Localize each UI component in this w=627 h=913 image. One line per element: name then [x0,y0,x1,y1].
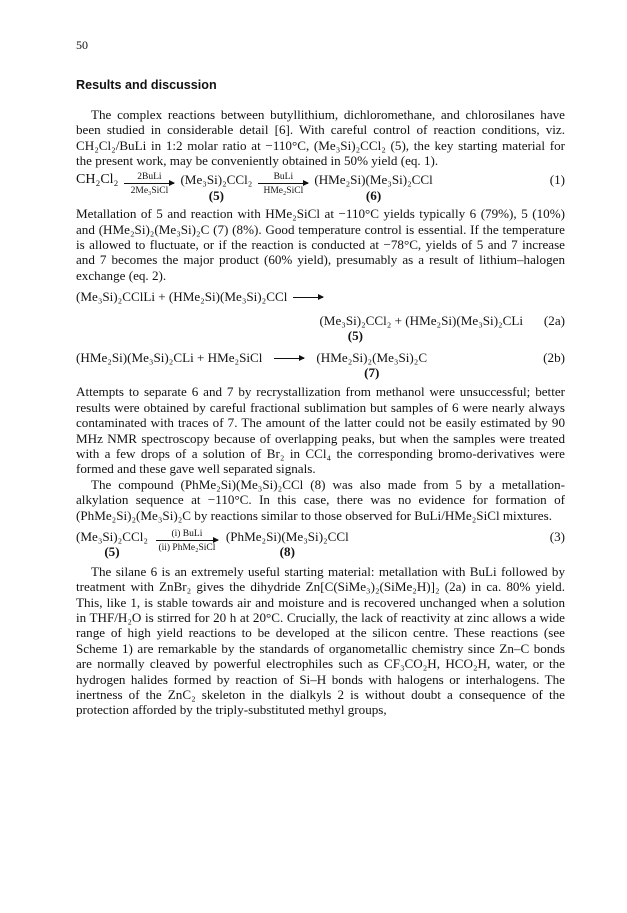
eq3-reactant-formula: (Me₃Si)₂CCl₂ [76,528,148,544]
eq1-arrow-1-top: 2BuLi [137,172,162,183]
eq2b-product [316,350,427,381]
paragraph-phenyl-compound: The compound (PhMe₂Si)(Me₃Si)₂CCl (8) was also made from 5 by a metallation-alkylation sequence at −110°C. In this case, there was no evidence for formation of (PhMe₂Si)₂(Me₃Si)₂C by reactions similar to those observed for BuLi/HMe₂SiCl mixtures. [76,476,565,523]
paragraph-separation: Attempts to separate 6 and 7 by recrystallization from methanol were unsuccessful; better results were obtained by careful fractional sublimation but samples of 6 were nearly always contaminated with traces of 7. The amount of the latter could not be easily estimated by 90 MHz NMR spectroscopy because of overlapping peaks, but when the samples were treated with a few drops of a solution of Br₂ in CCl₄ the corresponding bromo-derivatives were formed and these gave well separated signals. [76,384,565,477]
eq1-reactant: CH₂Cl₂ [76,172,119,188]
eq3-product-label: (8) [279,544,295,560]
eq2b-arrow [274,357,304,361]
eq1-arrow-1 [124,172,174,196]
eq1-arrow-2-top: BuLi [273,172,294,183]
paragraph-metallation: Metallation of 5 and reaction with HMe₂SiCl at −110°C yields typically 6 (79%), 5 (10%) and (HMe₂Si)₂(Me₃Si)₂C (7) (8%). Good temperature control is essential. If the temperature is allowed to fluctuate, or if the reaction is conducted at −78°C, yields of 5 and 7 increase and 7 becomes the major product (60% yield), presumably as a result of lithium–halogen exchange (eq. 2). [76,206,565,283]
eq3-product-formula: (PhMe₂Si)(Me₃Si)₂CCl [225,528,349,544]
eq1-arrow-2 [258,172,308,196]
eq3-arrow-top: (i) BuLi [171,528,203,539]
eq1-number: (1) [549,172,565,188]
eq2a-product-1-formula: (Me₃Si)₂CCl₂ [319,312,392,328]
eq2-arrow [293,296,323,300]
equation-3 [76,529,565,560]
eq3-arrow-bottom: (ii) PhMe₂SiCl [158,542,216,553]
equation-2-line-1 [76,289,565,304]
eq1-arrow-2-bottom: HMe₂SiCl [263,186,304,197]
section-heading: Results and discussion [76,78,217,93]
eq2a-number: (2a) [543,312,565,328]
eq1-intermediate-formula: (Me₃Si)₂CCl₂ [180,172,253,188]
eq1-intermediate-label: (5) [208,187,225,203]
eq1-product-label: (6) [365,187,382,203]
equation-2b [76,350,565,381]
eq2a-product-2: + (HMe₂Si)(Me₃Si)₂CLi [391,312,523,328]
eq3-number: (3) [549,528,565,544]
eq1-product [314,172,432,203]
eq2-line1-formula: (Me₃Si)₂CClLi + (HMe₂Si)(Me₃Si)₂CCl [76,289,288,305]
eq2b-product-label: (7) [364,364,380,380]
eq2b-number: (2b) [543,349,565,365]
page-number: 50 [76,38,88,52]
eq1-intermediate [180,172,252,203]
equation-2a [76,313,565,344]
eq3-arrow [156,529,218,553]
eq2a-product-1 [319,313,391,344]
paragraph-intro: The complex reactions between butyllithium, dichloromethane, and chlorosilanes have been studied in considerable detail [6]. With careful control of reaction conditions, viz. CH₂Cl₂/BuLi in 1:2 molar ratio at −110°C, (Me₃Si)₂CCl₂ (5), the key starting material for the present work, may be conveniently obtained in 50% yield (eq. 1). [76,106,565,169]
eq3-reactant [76,529,148,560]
equation-1 [76,172,565,203]
eq3-product [226,529,349,560]
eq2b-product-formula: (HMe₂Si)₂(Me₃Si)₂C [316,349,428,365]
eq1-product-formula: (HMe₂Si)(Me₃Si)₂CCl [314,172,433,188]
eq3-reactant-label: (5) [104,544,120,560]
eq2a-product-1-label: (5) [347,328,364,344]
eq2b-left: (HMe₂Si)(Me₃Si)₂CLi + HMe₂SiCl [76,349,263,365]
eq1-arrow-1-bottom: 2Me₃SiCl [130,186,169,197]
paragraph-silane-reactions: The silane 6 is an extremely useful starting material: metallation with BuLi followed by treatment with ZnBr₂ gives the dihydride Zn[C(SiMe₃)₂(SiMe₂H)]₂ (2a) in ca. 80% yield. This, like 1, is stable towards air and moisture and is recovered unchanged when a solution in THF/H₂O is stirred for 20 h at 20°C. Crucially, the lack of reactivity at zinc allows a wide range of high yield reactions to be developed at the silicon centre. These reactions (see Scheme 1) are remarkable by the standards of organometallic chemistry since Zn–C bonds are normally cleaved by powerful electrophiles such as CF₃CO₂H, HCO₂H, water, or the hydrogen halides formed by reaction of Si–H bonds with halogens or interhalogens. The inertness of the ZnC₂ skeleton in the dialkyls 2 is without doubt a consequence of the protection afforded by the triply-substituted methyl groups, [76,563,565,718]
